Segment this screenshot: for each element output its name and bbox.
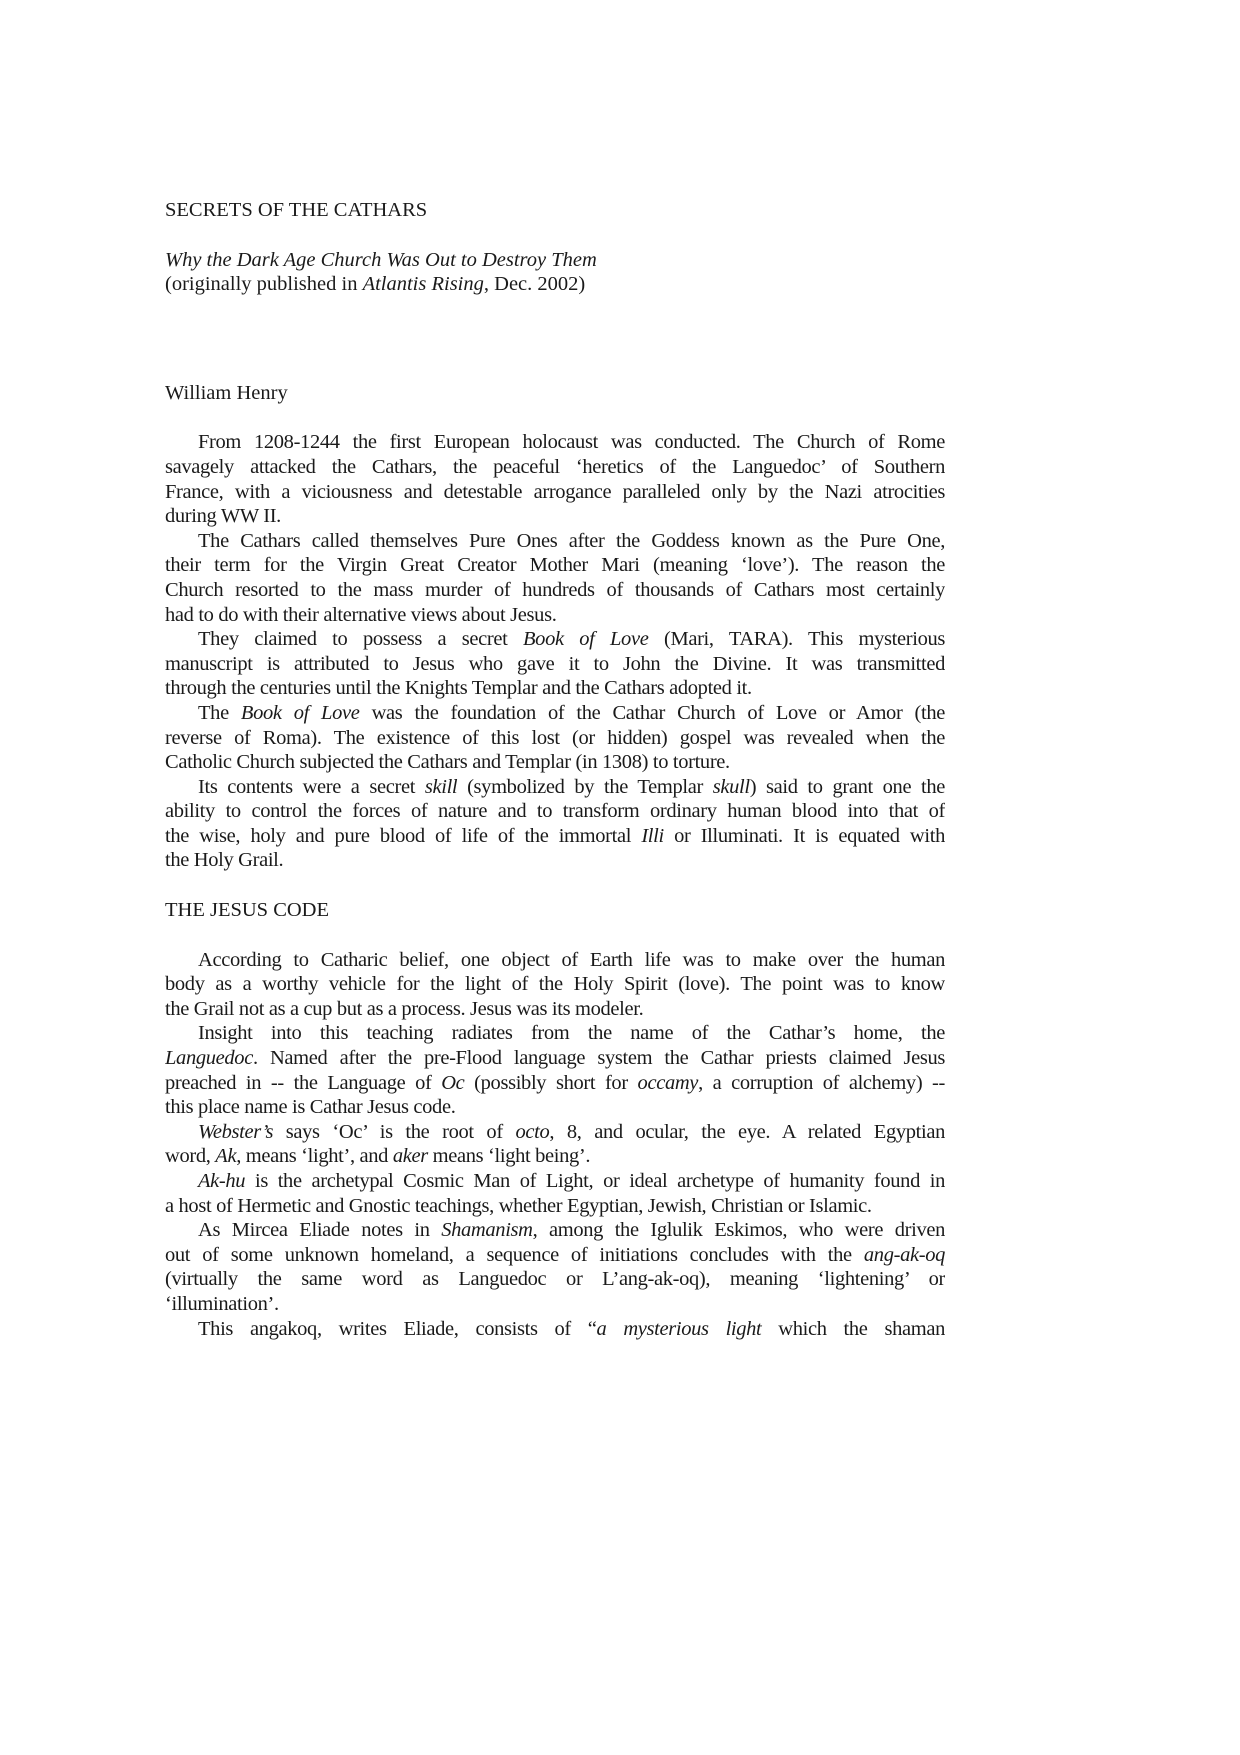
- text-run: which the shaman: [761, 1317, 945, 1340]
- text-run: Its contents were a secret: [198, 775, 425, 798]
- text-line: France, with a viciousness and detestable arrogance paralleled only by the Nazi atrocities: [165, 480, 945, 503]
- text-run: , 8, and ocular, the eye. A related Egyptian: [549, 1120, 945, 1143]
- italic-word: Webster’s: [198, 1120, 274, 1143]
- section-heading: THE JESUS CODE: [165, 899, 330, 922]
- text-run: preached in -- the Language of: [165, 1071, 442, 1094]
- italic-word: occamy: [637, 1071, 699, 1094]
- paragraph: [165, 948, 945, 1022]
- paragraph: [165, 775, 945, 873]
- text-line: [165, 824, 945, 849]
- text-run: was the foundation of the Cathar Church of Love or Amor (the: [359, 701, 945, 724]
- text-line: [165, 1169, 945, 1194]
- text-line: (virtually the same word as Languedoc or L’ang-ak-oq), meaning ‘lightening’ or: [165, 1268, 945, 1291]
- italic-book-title: Book of Love: [523, 628, 649, 651]
- paragraph: [165, 1169, 945, 1218]
- text-line: reverse of Roma). The existence of this lost (or hidden) gospel was revealed when the: [165, 726, 945, 749]
- publication-suffix: , Dec. 2002): [483, 273, 586, 296]
- document-page: [165, 198, 945, 1341]
- text-run: They claimed to possess a secret: [198, 628, 523, 651]
- text-line: this place name is Cathar Jesus code.: [165, 1096, 456, 1119]
- text-run: means ‘light being’.: [427, 1145, 591, 1168]
- text-line: body as a worthy vehicle for the light of the Holy Spirit (love). The point was to know: [165, 973, 945, 996]
- subtitle-text: Why the Dark Age Church Was Out to Destroy Them: [165, 248, 597, 271]
- text-line: From 1208-1244 the first European holocaust was conducted. The Church of Rome: [198, 431, 945, 454]
- text-line: [165, 627, 945, 652]
- publication-note: [165, 272, 945, 297]
- italic-word: Ak-hu: [198, 1170, 246, 1192]
- text-line: Insight into this teaching radiates from the name of the Cathar’s home, the: [198, 1022, 945, 1045]
- text-line: the Grail not as a cup but as a process. Jesus was its modeler.: [165, 997, 644, 1020]
- text-line: [165, 775, 945, 800]
- italic-word: aker: [392, 1145, 428, 1168]
- text-line: the Holy Grail.: [165, 849, 284, 872]
- text-line: through the centuries until the Knights Templar and the Cathars adopted it.: [165, 677, 752, 700]
- paragraph: [165, 1120, 945, 1169]
- text-run: , a corruption of alchemy) --: [698, 1071, 945, 1094]
- text-run: or Illuminati. It is equated with: [663, 824, 945, 847]
- text-run: , among the Iglulik Eskimos, who were driven: [532, 1219, 945, 1242]
- paragraph: [165, 430, 945, 528]
- text-line: [165, 1144, 945, 1169]
- text-line: during WW II.: [165, 505, 281, 528]
- italic-word: skull: [712, 775, 750, 798]
- italic-word: Ak: [215, 1145, 237, 1168]
- text-run: word,: [165, 1145, 216, 1168]
- text-line: manuscript is attributed to Jesus who gave it to John the Divine. It was transmitted: [165, 652, 945, 675]
- text-line: savagely attacked the Cathars, the peaceful ‘heretics of the Languedoc’ of Southern: [165, 455, 945, 478]
- italic-word: ang-ak-oq: [863, 1243, 945, 1266]
- paragraph: [165, 1317, 945, 1342]
- italic-word: Illi: [641, 824, 664, 847]
- text-line: ability to control the forces of nature and to transform ordinary human blood into that of: [165, 800, 945, 823]
- italic-word: skill: [424, 775, 458, 798]
- italic-book-title: Book of Love: [240, 701, 360, 724]
- text-run: (Mari, TARA). This mysterious: [648, 628, 945, 651]
- text-line: Church resorted to the mass murder of hundreds of thousands of Cathars most certainly: [165, 578, 945, 601]
- author-name: William Henry: [165, 381, 288, 404]
- publication-prefix: (originally published in: [165, 273, 363, 296]
- text-line: had to do with their alternative views about Jesus.: [165, 603, 557, 626]
- text-line: [165, 1071, 945, 1096]
- text-line: According to Catharic belief, one object of Earth life was to make over the human: [198, 948, 945, 971]
- text-line: [165, 1046, 945, 1071]
- document-subtitle: [165, 248, 945, 273]
- paragraph: [165, 1218, 945, 1316]
- text-run: is the archetypal Cosmic Man of Light, or ideal archetype of humanity found in: [245, 1170, 945, 1192]
- paragraph: [165, 701, 945, 775]
- text-line: [165, 1317, 945, 1342]
- text-run: . Named after the pre-Flood language system the Cathar priests claimed Jesus: [252, 1047, 945, 1070]
- text-run: (symbolized by the Templar: [457, 775, 713, 798]
- text-run: The: [198, 701, 241, 724]
- text-line: their term for the Virgin Great Creator Mother Mari (meaning ‘love’). The reason the: [165, 554, 945, 577]
- text-line: ‘illumination’.: [165, 1292, 279, 1315]
- text-line: [165, 1218, 945, 1243]
- italic-word: Oc: [441, 1071, 465, 1094]
- italic-book-title: Shamanism: [441, 1219, 533, 1242]
- text-run: , means ‘light’, and: [236, 1145, 393, 1168]
- paragraph: [165, 1021, 945, 1119]
- text-run: out of some unknown homeland, a sequence of initiations concludes with the: [165, 1243, 864, 1266]
- text-line: a host of Hermetic and Gnostic teachings, whether Egyptian, Jewish, Christian or Islamic.: [165, 1194, 872, 1217]
- text-run: This angakoq, writes Eliade, consists of “: [198, 1317, 597, 1340]
- paragraph: [165, 627, 945, 701]
- text-line: [165, 1120, 945, 1145]
- italic-quote: a mysterious light: [596, 1317, 762, 1340]
- publication-name: Atlantis Rising: [362, 273, 484, 296]
- italic-word: octo: [515, 1120, 550, 1143]
- text-run: the wise, holy and pure blood of life of the immortal: [165, 824, 642, 847]
- text-line: The Cathars called themselves Pure Ones after the Goddess known as the Pure One,: [198, 529, 945, 552]
- document-title: SECRETS OF THE CATHARS: [165, 199, 428, 221]
- text-line: [165, 1243, 945, 1268]
- text-run: says ‘Oc’ is the root of: [273, 1120, 516, 1143]
- italic-word: Languedoc: [165, 1047, 253, 1070]
- text-run: As Mircea Eliade notes in: [198, 1219, 442, 1242]
- text-line: [165, 701, 945, 726]
- text-line: Catholic Church subjected the Cathars and Templar (in 1308) to torture.: [165, 751, 730, 774]
- text-run: ) said to grant one the: [749, 775, 945, 798]
- text-run: (possibly short for: [464, 1071, 638, 1094]
- paragraph: [165, 529, 945, 627]
